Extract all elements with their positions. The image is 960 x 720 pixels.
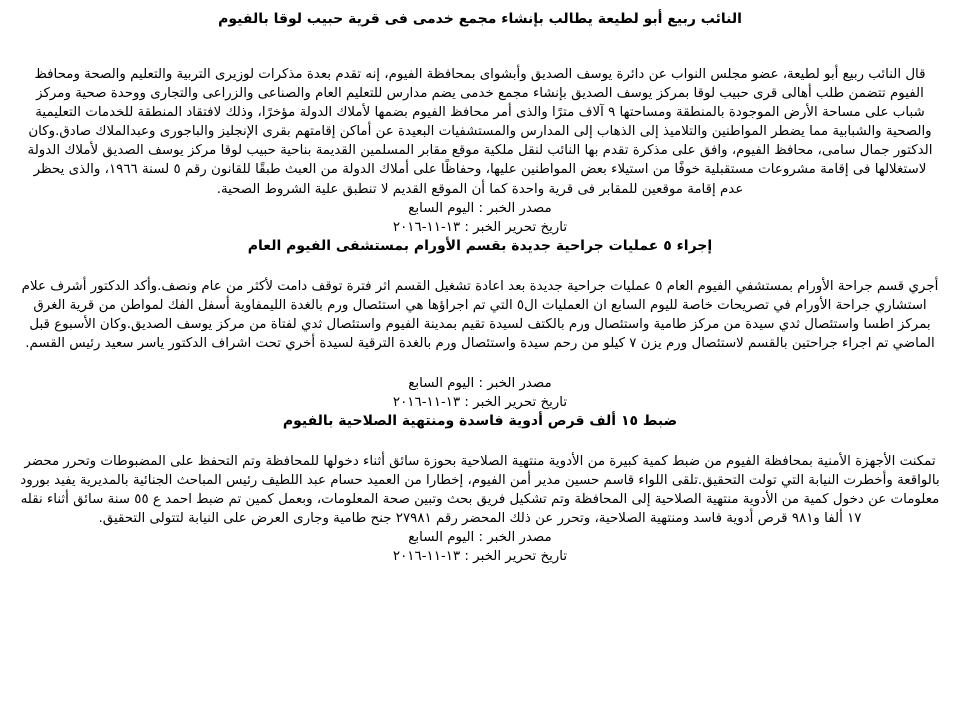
- article-2-date: تاريخ تحرير الخبر : ١٣-١١-٢٠١٦: [392, 395, 568, 411]
- spacer: [20, 431, 940, 452]
- article-1-date: تاريخ تحرير الخبر : ١٣-١١-٢٠١٦: [392, 219, 568, 235]
- article-2-title: إجراء ٥ عمليات جراحية جديدة بقسم الأورام بمستشفى الفيوم العام: [247, 237, 713, 254]
- article-2-source: مصدر الخبر : اليوم السابع: [408, 376, 552, 392]
- spacer: [20, 256, 940, 277]
- spacer: [20, 353, 940, 374]
- article-1-source: مصدر الخبر : اليوم السابع: [408, 200, 552, 216]
- article-2-body: أجري قسم جراحة الأورام بمستشفي الفيوم العام ٥ عمليات جراحية جديدة بعد اعادة تشغيل القسم اثر فترة توقف دامت لأكثر من عام ونصف.وأكد الدكتور أشرف علام استشاري جراحة الأورام في تصريحات خاصة لليوم السابع ان العمليات ال٥ التي تم اجراؤها هي استئصال ورم بالغدة الليمفاوية أسفل الفك لمواطن من قرية الغرق بمركز اطسا واستئصال ثدي سيدة من مركز طامية واستئصال ورم بالكتف لسيدة تقيم بمدينة الفيوم واستئصال ثدي لفتاة من مركز يوسف الصديق.وكان الأسبوع قبل الماضي تم اجراء جراحتين بالقسم لاستئصال ورم يزن ٧ كيلو من رحم سيدة واستئصال ورم بالغدة الترقية لسيدة أخري تحت اشراف الدكتور ياسر سعيد رئيس القسم.: [21, 278, 939, 351]
- article-1-body: قال النائب ربيع أبو لطيعة، عضو مجلس النواب عن دائرة يوسف الصديق وأبشواى بمحافظة الفيوم، إنه تقدم بعدة مذكرات لوزيرى التربية والتعليم والصحة ومحافظ الفيوم تتضمن طلب أهالى قرى حبيب لوقا بمركز يوسف الصديق بإنشاء مجمع خدمى يضم مدارس للتعليم العام والصناعى والزراعى والتجارى ووحدة صحية ومركز شباب على مساحة الأرض الموجودة بالمنطقة ومساحتها ٩ آلاف مترًا والذى أمر محافظ الفيوم بضمها لأملاك الدولة مؤخرًا، وذلك لافتقاد المنطقة للخدمات التعليمية والصحية والشبابية مما يضطر المواطنين والتلاميذ إلى الذهاب إلى المدارس والمستشفيات البعيدة عن أماكن إقامتهم بقرى الإنجليز والباجورى وعبدالملاك صادق.وكان الدكتور جمال سامى، محافظ الفيوم، وافق على مذكرة تقدم بها النائب لنقل ملكية موقع مقابر المسلمين القديمة بناحية حبيب لوقا مركز يوسف الصديق لأملاك الدولة لاستغلالها فى إقامة مشروعات مستقبلية خوفًا من استيلاء بعض المواطنين عليها، وحفاظًا على أملاك الدولة من العبث طبقًا للقانون رقم ٥ لسنة ١٩٦٦، والذى يحظر عدم إقامة موقعين للمقابر فى قرية واحدة كما أن الموقع القديم لا تنطبق علية الشروط الصحية.: [27, 67, 933, 197]
- article-3-title: ضبط ١٥ ألف قرص أدوية فاسدة ومنتهية الصلاحية بالفيوم: [282, 413, 678, 430]
- article-1-title: النائب ربيع أبو لطيعة يطالب بإنشاء مجمع خدمى فى قرية حبيب لوقا بالفيوم: [218, 11, 742, 27]
- article-3-date: تاريخ تحرير الخبر : ١٣-١١-٢٠١٦: [392, 549, 568, 565]
- article-3-source: مصدر الخبر : اليوم السابع: [408, 530, 552, 546]
- article-3-body: تمكنت الأجهزة الأمنية بمحافظة الفيوم من ضبط كمية كبيرة من الأدوية منتهية الصلاحية بحوزة سائق أثناء دخولها للمحافظة وتم التحفظ على المضبوطات وتحرر محضر بالواقعة وأخطرت النيابة التي تولت التحقيق.تلقى اللواء قاسم حسين مدير أمن الفيوم، إخطارا من العميد حسام عبد اللطيف رئيس المباحث الجنائية بالمديرية يفيد بورود معلومات عن دخول كمية من الأدوية منتهية الصلاحية إلى المحافظة وتم تشكيل فريق بحث وتبين صحة المعلومات، وبعمل كمين تم ضبط احمد ع ٥٥ سنة سائق أثناء نقله ١٧ ألفا و٩٨١ قرص أدوية فاسد ومنتهية الصلاحية، وتحرر عن ذلك المحضر رقم ٢٧٩٨١ جنح طامية وجارى العرض على النيابة لتتولى التحقيق.: [20, 454, 940, 527]
